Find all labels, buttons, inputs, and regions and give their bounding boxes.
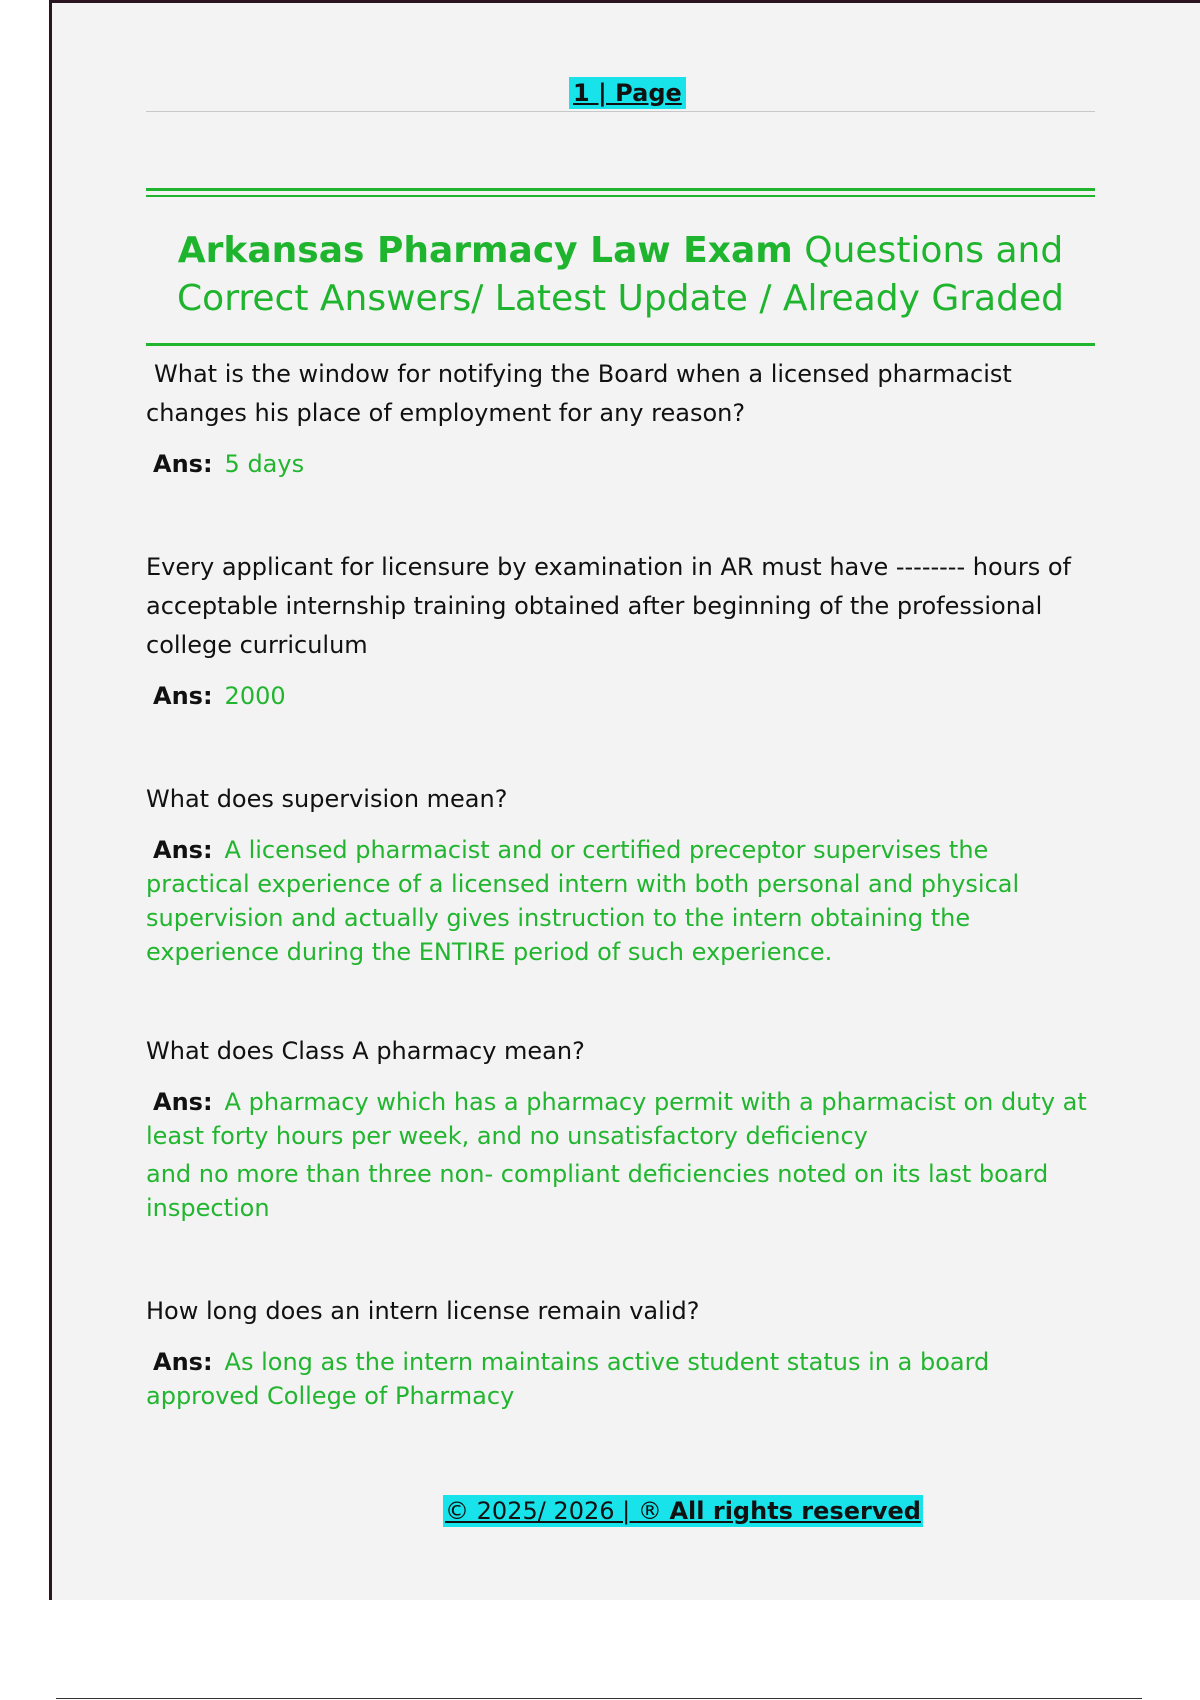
qa-item xyxy=(146,548,1095,780)
header-divider xyxy=(146,111,1095,112)
qa-item xyxy=(146,355,1095,548)
document-page xyxy=(49,0,1200,1600)
copyright-footer xyxy=(443,1495,923,1527)
title-rest: Questions and xyxy=(792,230,1064,271)
question-text: What does Class A pharmacy mean? xyxy=(146,1037,585,1065)
answer-value: A pharmacy which has a pharmacy permit with a pharmacist on duty at least forty hours per week, and no unsatisfactory deficiency xyxy=(146,1088,1087,1150)
title-bold: Arkansas Pharmacy Law Exam xyxy=(177,230,793,271)
question-text: What is the window for notifying the Board when a licensed pharmacist changes his place of employment for any reason? xyxy=(146,360,1012,427)
title-top-rule-1 xyxy=(146,188,1095,191)
answer-value: 2000 xyxy=(224,682,286,710)
qa-item xyxy=(146,1292,1095,1413)
question-text: Every applicant for licensure by examination in AR must have -------- hours of acceptable internship training obtained after beginning of the professional college curriculum xyxy=(146,553,1071,659)
title-bottom-rule xyxy=(146,343,1095,346)
answer-value: 5 days xyxy=(224,450,305,478)
qa-item xyxy=(146,780,1095,1032)
answer-continuation: and no more than three non- compliant deficiencies noted on its last board inspection xyxy=(146,1160,1049,1222)
rights-reserved: All rights reserved xyxy=(669,1497,921,1525)
answer-text xyxy=(146,833,1095,969)
ans-label: Ans: xyxy=(153,836,213,864)
answer-text xyxy=(146,447,1095,481)
qa-item xyxy=(146,1032,1095,1292)
question-text: How long does an intern license remain valid? xyxy=(146,1297,700,1325)
answer-text xyxy=(146,1085,1095,1153)
document-title xyxy=(146,227,1095,323)
bottom-divider xyxy=(56,1698,1142,1699)
question-text: What does supervision mean? xyxy=(146,785,508,813)
answer-text xyxy=(146,1345,1095,1413)
ans-label: Ans: xyxy=(153,450,213,478)
ans-label: Ans: xyxy=(153,1088,213,1116)
answer-value: As long as the intern maintains active student status in a board approved College of Pharmacy xyxy=(146,1348,990,1410)
title-top-rule-2 xyxy=(146,195,1095,197)
copyright-years: © 2025/ 2026 | ® xyxy=(445,1497,670,1525)
title-line2: Correct Answers/ Latest Update / Already Graded xyxy=(177,278,1064,319)
ans-label: Ans: xyxy=(153,682,213,710)
page-number-label: 1 | Page xyxy=(569,77,686,109)
qa-list xyxy=(146,355,1095,1413)
ans-label: Ans: xyxy=(153,1348,213,1376)
answer-value: A licensed pharmacist and or certified preceptor supervises the practical experience of a licensed intern with both personal and physical supervision and actually gives instruction to the intern obtaining the experience during the ENTIRE period of such experience. xyxy=(146,836,1020,966)
answer-text xyxy=(146,679,1095,713)
